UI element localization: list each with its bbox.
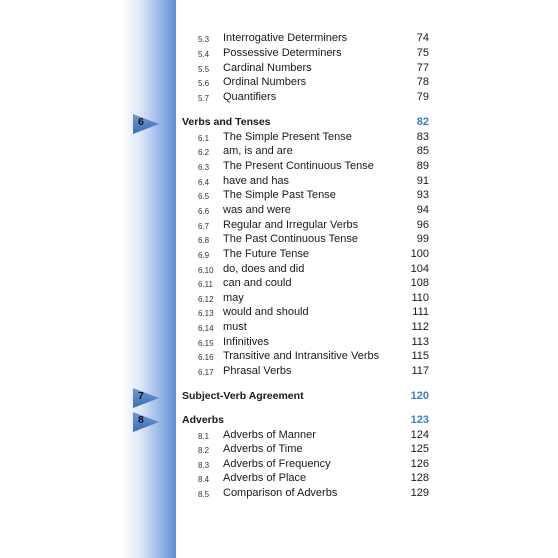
section-title: The Present Continuous Tense	[223, 160, 374, 172]
section-title: was and were	[223, 204, 291, 216]
section-number: 5.7	[198, 94, 210, 103]
page-number: 82	[416, 116, 429, 128]
toc-entry[interactable]	[0, 306, 558, 322]
toc-entry[interactable]	[0, 32, 558, 48]
toc-chapter-entry[interactable]	[0, 116, 558, 132]
page-number: 112	[411, 321, 429, 333]
chapter-title: Verbs and Tenses	[182, 116, 271, 128]
page-number: 111	[412, 306, 429, 318]
section-number: 6.10	[198, 266, 214, 275]
page-number: 128	[410, 472, 429, 484]
toc-entry[interactable]	[0, 487, 558, 503]
toc-entry[interactable]	[0, 47, 558, 63]
section-number: 6.1	[198, 134, 210, 143]
section-title: The Future Tense	[223, 248, 310, 260]
page-number: 77	[416, 62, 429, 74]
toc-entry[interactable]	[0, 145, 558, 161]
page-number: 125	[410, 443, 429, 455]
page-number: 129	[410, 487, 429, 499]
section-number: 6.4	[198, 178, 210, 187]
section-number: 6.14	[198, 324, 214, 333]
page-number: 115	[411, 350, 429, 362]
section-title: Infinitives	[223, 336, 269, 348]
page-number: 74	[416, 32, 429, 44]
section-number: 5.5	[198, 65, 210, 74]
page-number: 79	[416, 91, 429, 103]
section-title: Interrogative Determiners	[223, 32, 348, 44]
section-title: Quantifiers	[223, 91, 277, 103]
section-number: 8.5	[198, 490, 210, 499]
section-number: 6.16	[198, 353, 214, 362]
page-number: 83	[416, 131, 429, 143]
toc-entry[interactable]	[0, 76, 558, 92]
section-title: Phrasal Verbs	[223, 365, 292, 377]
toc-entry[interactable]	[0, 189, 558, 205]
section-title: Cardinal Numbers	[223, 62, 312, 74]
section-title: Adverbs of Place	[223, 472, 307, 484]
page-number: 124	[410, 429, 429, 441]
page-number: 89	[416, 160, 429, 172]
page-number: 100	[410, 248, 429, 260]
section-title: Comparison of Adverbs	[223, 487, 338, 499]
section-title: The Simple Past Tense	[223, 189, 336, 201]
page-number: 104	[410, 263, 429, 275]
page-number: 96	[416, 219, 429, 231]
section-number: 8.1	[198, 432, 210, 441]
section-number: 8.2	[198, 446, 210, 455]
section-number: 6.6	[198, 207, 210, 216]
section-title: The Simple Present Tense	[223, 131, 352, 143]
section-number: 8.4	[198, 475, 210, 484]
section-number: 6.9	[198, 251, 210, 260]
toc-entry[interactable]	[0, 321, 558, 337]
page-number: 94	[416, 204, 429, 216]
section-title: The Past Continuous Tense	[223, 233, 358, 245]
page-number: 85	[416, 145, 429, 157]
section-number: 6.15	[198, 339, 214, 348]
page-number: 113	[411, 336, 429, 348]
toc-chapter-entry[interactable]	[0, 390, 558, 406]
section-title: Ordinal Numbers	[223, 76, 307, 88]
page-number: 93	[416, 189, 429, 201]
section-number: 6.17	[198, 368, 214, 377]
page-number: 75	[416, 47, 429, 59]
toc-entry[interactable]	[0, 350, 558, 366]
section-number: 6.13	[198, 309, 214, 318]
chapter-number: 6	[138, 116, 144, 128]
section-title: must	[223, 321, 247, 333]
page-number: 108	[410, 277, 429, 289]
section-number: 5.3	[198, 35, 210, 44]
section-title: Adverbs of Frequency	[223, 458, 331, 470]
toc-entry[interactable]	[0, 91, 558, 107]
page-number: 120	[410, 390, 429, 402]
section-number: 8.3	[198, 461, 210, 470]
section-number: 6.7	[198, 222, 210, 231]
chapter-arrow-marker	[133, 388, 159, 408]
section-number: 5.4	[198, 50, 210, 59]
chapter-number: 8	[138, 414, 144, 426]
toc-entry[interactable]	[0, 365, 558, 381]
page-number: 91	[416, 175, 429, 187]
toc-entry[interactable]	[0, 248, 558, 264]
section-title: would and should	[223, 306, 309, 318]
section-number: 6.2	[198, 148, 210, 157]
page-number: 78	[416, 76, 429, 88]
toc-entry[interactable]	[0, 443, 558, 459]
page-number: 99	[416, 233, 429, 245]
section-number: 6.11	[198, 280, 213, 289]
toc-entry[interactable]	[0, 277, 558, 293]
section-number: 6.12	[198, 295, 214, 304]
section-title: Adverbs of Time	[223, 443, 303, 455]
chapter-title: Subject-Verb Agreement	[182, 390, 304, 402]
toc-entry[interactable]	[0, 472, 558, 488]
chapter-number: 7	[138, 390, 144, 402]
page-number: 126	[410, 458, 429, 470]
section-number: 6.3	[198, 163, 210, 172]
toc-entry[interactable]	[0, 204, 558, 220]
section-title: may	[223, 292, 244, 304]
toc-entry[interactable]	[0, 233, 558, 249]
page-number: 110	[411, 292, 429, 304]
chapter-title: Adverbs	[182, 414, 225, 426]
section-title: am, is and are	[223, 145, 293, 157]
section-number: 6.5	[198, 192, 210, 201]
toc-chapter-entry[interactable]	[0, 414, 558, 430]
section-title: Transitive and Intransitive Verbs	[223, 350, 380, 362]
section-title: can and could	[223, 277, 292, 289]
section-title: do, does and did	[223, 263, 305, 275]
section-number: 6.8	[198, 236, 210, 245]
section-title: Regular and Irregular Verbs	[223, 219, 359, 231]
page-number: 117	[411, 365, 429, 377]
section-number: 5.6	[198, 79, 210, 88]
page-number: 123	[410, 414, 429, 426]
section-title: have and has	[223, 175, 290, 187]
toc-entry[interactable]	[0, 160, 558, 176]
section-title: Possessive Determiners	[223, 47, 342, 59]
section-title: Adverbs of Manner	[223, 429, 316, 441]
